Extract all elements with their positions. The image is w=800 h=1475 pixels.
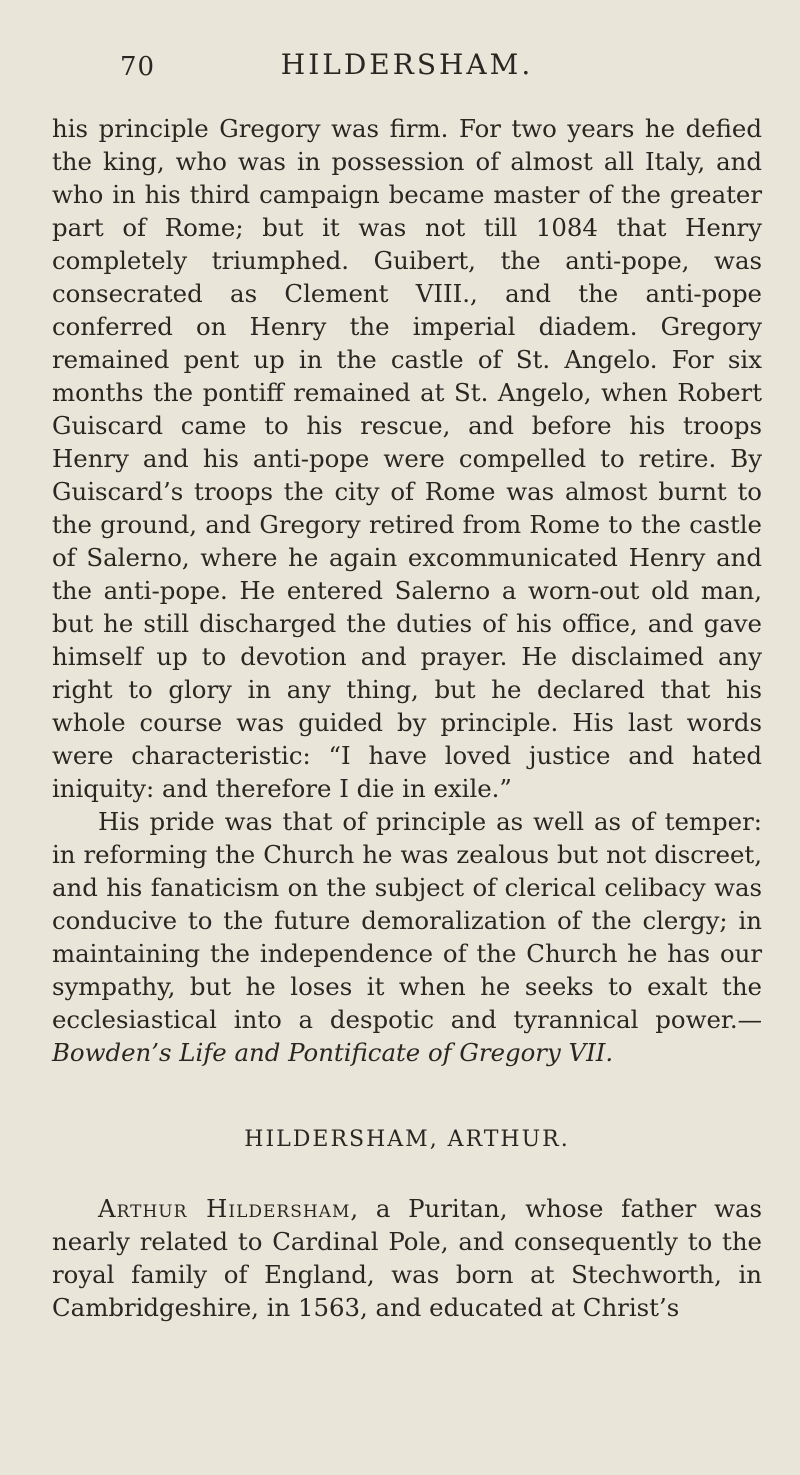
section-title: HILDERSHAM, ARTHUR.	[244, 1127, 570, 1152]
paragraph-hildersham-intro	[52, 1192, 762, 1324]
source-citation: —Bowden’s Life and Pontificate of Gregory VII.	[52, 1005, 762, 1067]
paragraph-text: His pride was that of principle as well as of temper: in reforming the Church he was zealous but not discreet, and his fanaticism on the subject of clerical celibacy was conducive to the future demoralization of the clergy; in maintaining the independence of the Church he has our sympathy, but he loses it when he seeks to exalt the ecclesiastical into a despotic and tyrannical power.	[52, 807, 762, 1034]
body-text	[52, 112, 762, 1324]
entry-name: Arthur Hildersham	[98, 1194, 351, 1223]
entry-text: , a Puritan, whose father was nearly related to Cardinal Pole, and consequently to the royal family of England, was born at Stechworth, in Cambridgeshire, in 1563, and educated at Christ’s	[52, 1194, 762, 1322]
paragraph-gregory-pride	[52, 805, 762, 1069]
paragraph-gregory-continued: his principle Gregory was firm. For two years he defied the king, who was in possession of almost all Italy, and who in his third campaign became master of the greater part of Rome; but it was not till 1084 that Henry completely triumphed. Guibert, the anti-pope, was consecrated as Clement VIII., and the anti-pope conferred on Henry the imperial diadem. Gregory remained pent up in the castle of St. Angelo. For six months the pontiff remained at St. Angelo, when Robert Guiscard came to his rescue, and before his troops Henry and his anti-pope were compelled to retire. By Guiscard’s troops the city of Rome was almost burnt to the ground, and Gregory retired from Rome to the castle of Salerno, where he again excommunicated Henry and the anti-pope. He entered Salerno a worn-out old man, but he still discharged the duties of his office, and gave himself up to devotion and prayer. He disclaimed any right to glory in any thing, but he declared that his whole course was guided by principle. His last words were characteristic: “I have loved justice and hated iniquity: and therefore I die in exile.”	[52, 114, 762, 803]
running-head: HILDERSHAM.	[280, 48, 534, 81]
page-number: 70	[120, 52, 156, 82]
page-header	[52, 0, 762, 80]
